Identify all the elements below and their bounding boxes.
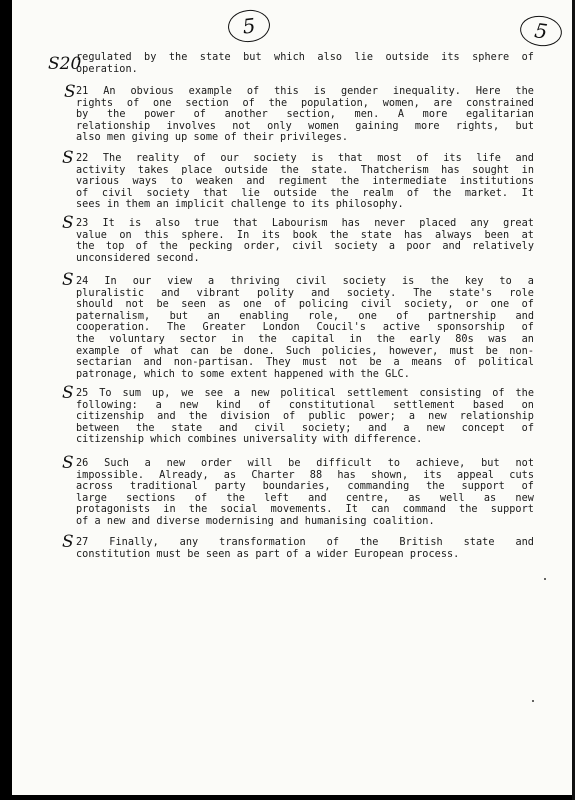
margin-mark-s23: S: [62, 213, 74, 233]
margin-mark-s25: S: [62, 383, 74, 403]
paragraph-line: citizenship and the division of public power; a new relationship: [76, 411, 534, 423]
paragraph-line: paternalism, but an enabling role, one of partnership and: [76, 310, 534, 322]
paragraph-line: various ways to weaken and regiment the intermediate institutions: [76, 176, 534, 188]
paragraph-line: 22 The reality of our society is that most of its life and: [76, 153, 534, 164]
margin-mark-s27: S: [62, 532, 74, 552]
paragraph-line: 27 Finally, any transformation of the British state and: [76, 537, 534, 548]
document-page: [12, 0, 572, 795]
scan-speck: [544, 578, 546, 580]
paragraph-line: the top of the pecking order, civil society a poor and relatively: [76, 241, 534, 253]
paragraph-26: [76, 458, 534, 528]
paragraph-25: [76, 388, 534, 446]
handwritten-page-number-right: 5: [518, 13, 564, 49]
paragraph-line: activity takes place outside the state. Thatcherism has sought in: [76, 164, 534, 176]
margin-mark-s22: S: [62, 148, 74, 168]
paragraph-line: rights of one section of the population, women, are constrained: [76, 97, 534, 109]
paragraph-line: example of what can be done. Such policies, however, must be non-: [76, 345, 534, 357]
paragraph-line: pluralistic and vibrant polity and society. The state's role: [76, 287, 534, 299]
scan-speck: [532, 700, 534, 702]
paragraph-line: following: a new kind of constitutional settlement based on: [76, 399, 534, 411]
paragraph-line: of a new and diverse modernising and humanising coalition.: [76, 515, 435, 527]
paragraph-line: the voluntary sector in the capital in the early 80s was an: [76, 333, 534, 345]
paragraph-line: unconsidered second.: [76, 252, 200, 264]
paragraph-line: also men giving up some of their privileges.: [76, 132, 349, 144]
margin-mark-s20: S20: [48, 54, 82, 74]
handwritten-page-number-center: 5: [226, 8, 271, 44]
paragraph-line: impossible. Already, as Charter 88 has shown, its appeal cuts: [76, 469, 534, 481]
margin-mark-s21: S: [64, 82, 76, 102]
paragraph-line: citizenship which combines universality with difference.: [76, 434, 423, 446]
paragraph-line: large sections of the left and centre, as well as new: [76, 492, 534, 504]
paragraph-27: [76, 537, 534, 560]
paragraph-line: of civil society that lie outside the realm of the market. It: [76, 187, 534, 199]
paragraph-line: protagonists in the social movements. It can command the support: [76, 504, 534, 516]
margin-mark-s26: S: [62, 453, 74, 473]
paragraph-21: [76, 86, 534, 144]
paragraph-line: across traditional party boundaries, commanding the support of: [76, 481, 534, 493]
margin-mark-s24: S: [62, 270, 74, 290]
paragraph-line: value on this sphere. In its book the state has always been at: [76, 229, 534, 241]
paragraph-24: [76, 276, 534, 380]
paragraph-line: cooperation. The Greater London Coucil's active sponsorship of: [76, 322, 534, 334]
paragraph-line: constitution must be seen as part of a wider European process.: [76, 548, 460, 560]
paragraph-line: should not be seen as one of policing civil society, or one of: [76, 299, 534, 311]
paragraph-line: 24 In our view a thriving civil society is the key to a: [76, 276, 534, 287]
paragraph-22: [76, 153, 534, 211]
paragraph-line: patronage, which to some extent happened with the GLC.: [76, 368, 410, 380]
paragraph-line: 25 To sum up, we see a new political settlement consisting of the: [76, 388, 534, 399]
paragraph-line: sees in them an implicit challenge to its philosophy.: [76, 199, 404, 211]
paragraph-line: by the power of another section, men. A more egalitarian: [76, 109, 534, 121]
paragraph-line: between the state and civil society; and a new concept of: [76, 422, 534, 434]
paragraph-line: regulated by the state but which also lie outside its sphere of: [76, 52, 534, 63]
paragraph-line: 23 It is also true that Labourism has never placed any great: [76, 218, 534, 229]
paragraph-line: operation.: [76, 63, 138, 75]
paragraph-line: sectarian and non-partisan. They must not be a means of political: [76, 357, 534, 369]
paragraph-23: [76, 218, 534, 264]
paragraph-line: 21 An obvious example of this is gender inequality. Here the: [76, 86, 534, 97]
paragraph-20: [76, 52, 534, 75]
paragraph-line: 26 Such a new order will be difficult to achieve, but not: [76, 458, 534, 469]
paragraph-line: relationship involves not only women gaining more rights, but: [76, 120, 534, 132]
